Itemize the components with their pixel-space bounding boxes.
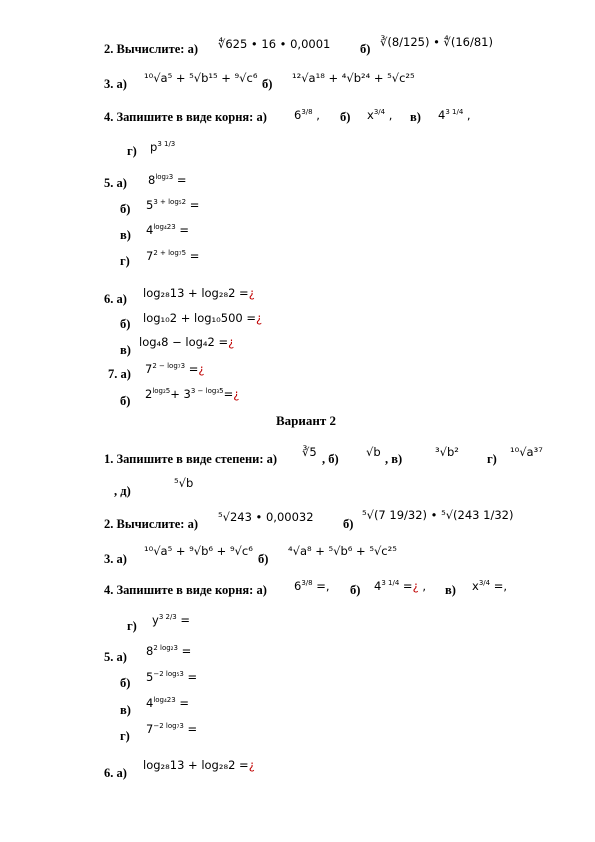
v1-task4b-label: б) [340,110,351,124]
base: 7 [146,721,154,736]
exponent: log₄23 [153,223,176,231]
v2-task4b-label: б) [350,583,361,597]
v2-task3-label: 3. а) [104,552,127,566]
v1-task3a-expr: ¹⁰√a⁵ + ⁵√b¹⁵ + ⁹√c⁶ [144,71,258,85]
v1-task7b-expr: $2^{log_25}+$ $3^{3 - log_35}=¿$ [145,386,240,401]
v1-task3b-expr: ¹²√a¹⁸ + ⁴√b²⁴ + ⁵√c²⁵ [292,71,415,85]
base: x [367,107,374,122]
exponent: 2 log₂3 [153,644,178,652]
v1-task4c-power: $4^{3 1/4}$ , [438,107,471,122]
v2-task1-label: 1. Запишите в виде степени: а) [104,452,278,466]
base: 6 [294,107,302,122]
v1-task4d-power [150,141,175,153]
base: 6 [294,578,302,593]
v1-task5d-expr [146,250,199,262]
v2-task6a-expr: log₂₈13 + log₂₈2 =¿ [143,758,255,772]
v1-task5b-label: б) [120,202,131,216]
v2-task4a-power: $6^{3/8}$ =, [294,578,330,593]
base: 4 [146,222,154,237]
v2-task5b-expr: $5^{-2 log_53}$ = [146,669,198,684]
exponent: 2 + log₇5 [153,249,187,257]
blank-mark: ¿ [228,335,235,349]
equals: = [189,197,200,212]
v1-task7-label: 7. а) [108,367,131,381]
v2-task5b-label: б) [120,676,131,690]
base: 4 [374,578,382,593]
v1-task3-label: 3. а) [104,77,127,91]
exponent: log₄23 [153,696,176,704]
v1-task4-label: 4. Запишите в виде корня: а) [104,110,267,124]
equals: = [179,222,190,237]
v1-task6a-expr: log₂₈13 + log₂₈2 =¿ [143,286,255,300]
v1-task5d-label: г) [120,254,130,268]
blank-mark: ¿ [248,286,255,300]
v2-task1b-label: , б) [322,452,339,466]
equals: = [188,361,199,376]
v2-task4-label: 4. Запишите в виде корня: а) [104,583,267,597]
v2-task3b-label: б) [258,552,269,566]
exponent: 2 − log₇3 [152,362,186,370]
exponent: −2 log₅3 [153,670,184,678]
v1-task2a-expr: ∜625 • 16 • 0,0001 [218,37,331,51]
v2-task2b-expr: ⁵√(7 19/32) • ⁵√(243 1/32) [362,508,514,522]
blank-mark: ¿ [412,578,419,593]
base: 4 [438,107,446,122]
blank-mark: ¿ [198,361,205,376]
v1-task4d-label: г) [127,144,137,158]
v2-task1a-expr: ∛5 [302,445,317,459]
v2-task2a-expr: ⁵√243 • 0,00032 [218,510,314,524]
v1-task5a-expr [148,174,187,186]
v2-task4d-label: г) [127,619,137,633]
v1-task4a-power: $6^{3/8}$ , [294,107,320,122]
v2-task1d-expr: ¹⁰√a³⁷ [510,445,543,459]
v1-task2b-expr: ∛(8/125) • ∜(16/81) [380,35,493,49]
exponent: −2 log₇3 [153,722,184,730]
exponent: 3 1/3 [157,140,176,148]
exponent: 3 1/4 [381,579,400,587]
v1-task6b-expr: log₁₀2 + log₁₀500 =¿ [143,311,263,325]
v2-task4b-power: $4^{3 1/4}$ =¿ , [374,578,426,593]
v2-task5d-label: г) [120,729,130,743]
base: 8 [146,643,154,658]
base: 4 [146,695,154,710]
v2-task5d-expr: $7^{-2 log_73}$ = [146,721,198,736]
base: x [472,578,479,593]
v1-task6c-label: в) [120,343,131,357]
v1-task2b-label: б) [360,42,371,56]
exponent: 3 1/4 [445,108,464,116]
v1-task4b-power: $x^{3/4}$ , [367,107,393,122]
exponent: 3 − log₃5 [190,387,224,395]
v1-task6-label: 6. а) [104,292,127,306]
base: p [150,139,158,154]
exponent: log₂5 [152,387,171,395]
v1-task5c-expr [146,224,189,236]
v2-task4c-label: в) [445,583,456,597]
exponent: 3 2/3 [158,613,177,621]
v2-task4d-power: $y^{3 2/3}$ = [152,612,191,627]
v2-task1b-expr: √b [366,445,381,459]
base: 5 [146,197,154,212]
v1-task5c-label: в) [120,228,131,242]
v1-task3b-label: б) [262,77,273,91]
v2-task4c-power: $x^{3/4}$ =, [472,578,508,593]
exponent: 3/8 [301,579,313,587]
variant-2-title: Вариант 2 [276,413,337,428]
v1-task6c-expr: log₄8 − log₄2 =¿ [139,335,235,349]
base: 7 [146,248,154,263]
v2-task5a-expr: $8^{2 log_23}$ = [146,643,192,658]
v2-task5c-label: в) [120,703,131,717]
v2-task5c-expr: $4^{log_423}$ = [146,695,190,710]
equals: = [176,172,187,187]
base: 8 [148,172,156,187]
blank-mark: ¿ [248,758,255,772]
v2-task1d-label: г) [487,452,497,466]
base: y [152,612,159,627]
base: 7 [145,361,153,376]
v2-task2-label: 2. Вычислите: а) [104,517,199,531]
equals: = [189,248,200,263]
exponent: 3/4 [478,579,491,587]
v2-task6-label: 6. а) [104,766,127,780]
v2-task2b-label: б) [343,517,354,531]
v1-task7b-label: б) [120,394,131,408]
blank-mark: ¿ [233,386,240,401]
v2-task3a-expr: ¹⁰√a⁵ + ⁹√b⁶ + ⁹√c⁶ [144,544,253,558]
exponent: log₂3 [155,173,174,181]
v1-task7a-expr [145,363,204,375]
exponent: 3/4 [373,108,386,116]
v1-task4c-label: в) [410,110,421,124]
v1-task6b-label: б) [120,317,131,331]
exponent: 3 + log₅2 [153,198,187,206]
v1-task5b-expr [146,199,199,211]
v2-task1c-label: , в) [385,452,403,466]
v1-task5-label: 5. а) [104,176,127,190]
v2-task1c-expr: ³√b² [435,445,459,459]
base: 5 [146,669,154,684]
v2-task3b-expr: ⁴√a⁸ + ⁵√b⁶ + ⁵√c²⁵ [288,544,397,558]
v2-task1e-expr: ⁵√b [174,476,194,490]
v2-task5-label: 5. а) [104,650,127,664]
exponent: 3/8 [301,108,313,116]
v2-task1e-label: , д) [114,484,131,498]
v1-task2-label: 2. Вычислите: а) [104,42,199,56]
blank-mark: ¿ [256,311,263,325]
